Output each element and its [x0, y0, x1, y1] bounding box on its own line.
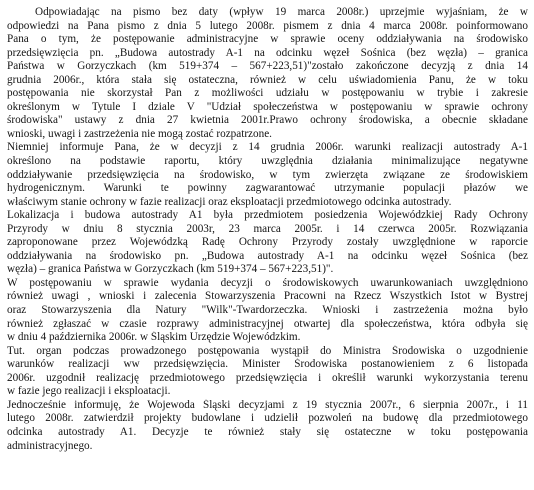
text-line: Lokalizacja i budowa autostrady A1 była przedmiotem posiedzenia Wojewódzkiej Rady Ochrony: [7, 209, 528, 222]
text-line: Państwa w Gorzyczkach (km 519+374 – 567+223,51)"zostało zakończone decyzją z dnia 14: [7, 60, 528, 73]
text-line: postępowania nie skorzystał Pan z możliwości udziału w postępowaniu w trybie i zakresie: [7, 87, 528, 100]
text-line: Tut. organ podczas prowadzonego postępowania wystąpił do Ministra Środowiska o uzgodnienie: [7, 344, 528, 357]
text-line: węzła) – granica Państwa w Gorzyczkach (km 519+374 – 567+223,51)".: [7, 263, 334, 276]
paragraph-public-comments: [7, 277, 528, 345]
text-line: w dniu 4 października 2006r. w Śląskim Urzędzie Wojewódzkim.: [7, 331, 301, 344]
paragraph-nature-council: [7, 209, 528, 277]
text-line: Odpowiadając na pismo bez daty (wpływ 19 marca 2008r.) uprzejmie wyjaśniam, że w: [35, 6, 528, 18]
text-line: środowiska" ustawy z dnia 27 kwietnia 2001r.Prawo ochrony środowiska, a obecnie składane: [7, 114, 528, 127]
text-line: W postępowaniu w sprawie wydania decyzji o środowiskowych uwarunkowaniach uwzględniono: [7, 276, 528, 289]
paragraph-minister-approval: [7, 345, 528, 399]
text-line: również uwagi , wnioski i zalecenia Stowarzyszenia Pracowni na Rzecz Wszystkich Istot w Bystrej: [7, 290, 528, 303]
text-line: w fazie jego realizacji i eksploatacji.: [7, 385, 171, 398]
paragraph-building-permits: [7, 399, 528, 453]
text-line: warunków realizacji ww przedsięwzięcia. Minister Środowiska postanowieniem z 6 listopada: [7, 358, 528, 371]
text-line: wnioski, uwagi i zastrzeżenia nie mogą zostać rozpatrzone.: [7, 127, 272, 140]
text-line: administracyjnego.: [7, 439, 93, 452]
text-line: lutego 2008r. zatwierdził projekty budowlane i udzielił pozwoleń na budowę dla przedmiotowego: [7, 412, 528, 425]
text-line: określono na podstawie raportu, który uwzględnia działania minimalizujące negatywne: [7, 155, 528, 168]
text-line: odcinka autostrady A1. Decyzje te również stały się ostateczne w toku postępowania: [7, 425, 528, 438]
text-line: odpowiedzi na Pana pismo z dnia 5 lutego 2008r. pismem z dnia 4 marca 2008r. poinformowano: [7, 19, 528, 32]
text-line: również zgłaszać w czasie rozprawy administracyjnej otwartej dla społeczeństwa, która odbyła się: [7, 317, 528, 330]
text-line: Jednocześnie informuję, że Wojewoda Śląski decyzjami z 19 stycznia 2007r., 6 sierpnia 2007r., i 11: [7, 398, 528, 411]
paragraph-decision-conditions: [7, 141, 528, 209]
text-line: określonym w Tytule I dziale V "Udział społeczeństwa w postępowaniu w sprawie ochrony: [7, 100, 528, 113]
text-line: oddziaływania na środowisko pn. „Budowa autostrady A-1 na odcinku węzeł Sośnica (bez: [7, 249, 528, 262]
text-line: 2006r. uzgodnił realizację przedmiotowego przedsięwzięcia i określił warunki wykorzystania terenu: [7, 371, 528, 384]
text-line: grudnia 2006r., która stała się ostateczna, również w celu uświadomienia Panu, że w toku: [7, 73, 528, 86]
text-line: hydrogenicznym. Warunki te powinny zagwarantować utrzymanie populacji płazów we: [7, 182, 528, 195]
text-line: właściwym stanie ochrony w fazie realizacji oraz eksploatacji przedmiotowego odcinka autostrady.: [7, 195, 452, 208]
text-line: zaproponowane przez Wojewódzką Radę Ochrony Przyrody zostały uwzględnione w raporcie: [7, 236, 528, 249]
text-line: Pana o tym, że postępowanie administracyjne w sprawie oceny oddziaływania na środowisko: [7, 33, 528, 46]
text-line: Przyrody w dniu 8 stycznia 2003r, 23 marca 2005r. i 14 czerwca 2005r. Rozwiązania: [7, 222, 528, 235]
text-line: Niemniej informuje Pana, że w decyzji z 14 grudnia 2006r. warunki realizacji autostrady A-1: [7, 141, 528, 154]
text-line: oraz Stowarzyszenia dla Natury "Wilk"-Twardorzeczka. Wnioski i zastrzeżenia można było: [7, 304, 528, 317]
paragraph-reply-intro: [7, 6, 528, 141]
text-line: oddziaływanie przedsięwzięcia na środowisko, w tym zwierzęta związane ze środowiskiem: [7, 168, 528, 181]
text-line: przedsięwzięcia pn. „Budowa autostrady A-1 na odcinku węzeł Sośnica (bez węzła) – granica: [7, 46, 528, 59]
